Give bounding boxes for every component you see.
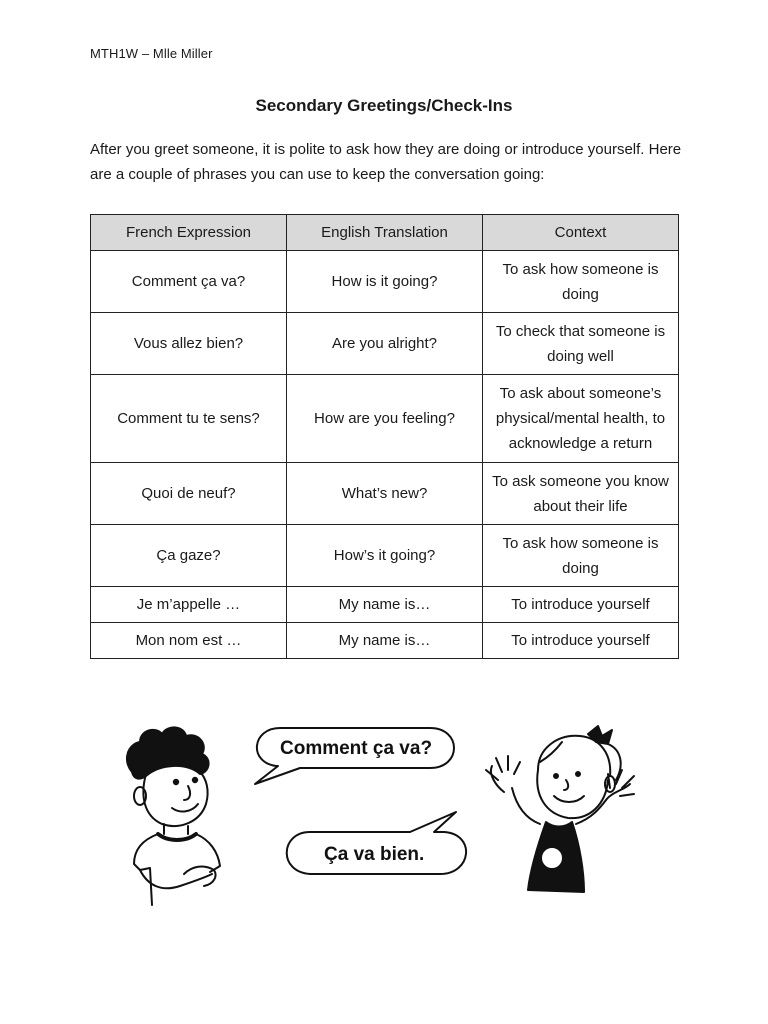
context-cell: To ask how someone is doing — [483, 525, 679, 587]
english-cell: Are you alright? — [287, 313, 483, 375]
column-header-french: French Expression — [91, 215, 287, 251]
bubble-bottom-text: Ça va bien. — [324, 844, 425, 865]
boy-figure — [127, 727, 220, 905]
table-row — [91, 525, 679, 587]
english-cell: My name is… — [287, 623, 483, 659]
french-cell: Comment ça va? — [91, 251, 287, 313]
table-header-row — [91, 215, 679, 251]
girl-figure — [486, 726, 634, 892]
table-row — [91, 463, 679, 525]
context-cell: To introduce yourself — [483, 623, 679, 659]
french-cell: Comment tu te sens? — [91, 375, 287, 463]
column-header-context: Context — [483, 215, 679, 251]
french-cell: Mon nom est … — [91, 623, 287, 659]
context-cell: To ask someone you know about their life — [483, 463, 679, 525]
table-row — [91, 623, 679, 659]
context-cell: To ask about someone’s physical/mental health, to acknowledge a return — [483, 375, 679, 463]
bubble-top-text: Comment ça va? — [280, 738, 433, 759]
table-row — [91, 313, 679, 375]
table-row — [91, 375, 679, 463]
context-cell: To ask how someone is doing — [483, 251, 679, 313]
conversation-illustration — [100, 700, 670, 910]
english-cell: How is it going? — [287, 251, 483, 313]
table-row — [91, 587, 679, 623]
course-header: MTH1W – Mlle Miller — [90, 46, 213, 61]
intro-paragraph: After you greet someone, it is polite to ask how they are doing or introduce yourself. Here are a couple of phrases you can use to keep the conversation going: — [90, 141, 682, 183]
vocabulary-table — [90, 214, 679, 659]
french-cell: Quoi de neuf? — [91, 463, 287, 525]
english-cell: How’s it going? — [287, 525, 483, 587]
english-cell: How are you feeling? — [287, 375, 483, 463]
page-title: Secondary Greetings/Check-Ins — [255, 96, 513, 115]
french-cell: Vous allez bien? — [91, 313, 287, 375]
french-cell: Je m’appelle … — [91, 587, 287, 623]
french-cell: Ça gaze? — [91, 525, 287, 587]
column-header-english: English Translation — [287, 215, 483, 251]
context-cell: To introduce yourself — [483, 587, 679, 623]
english-cell: What’s new? — [287, 463, 483, 525]
table-row — [91, 251, 679, 313]
english-cell: My name is… — [287, 587, 483, 623]
context-cell: To check that someone is doing well — [483, 313, 679, 375]
